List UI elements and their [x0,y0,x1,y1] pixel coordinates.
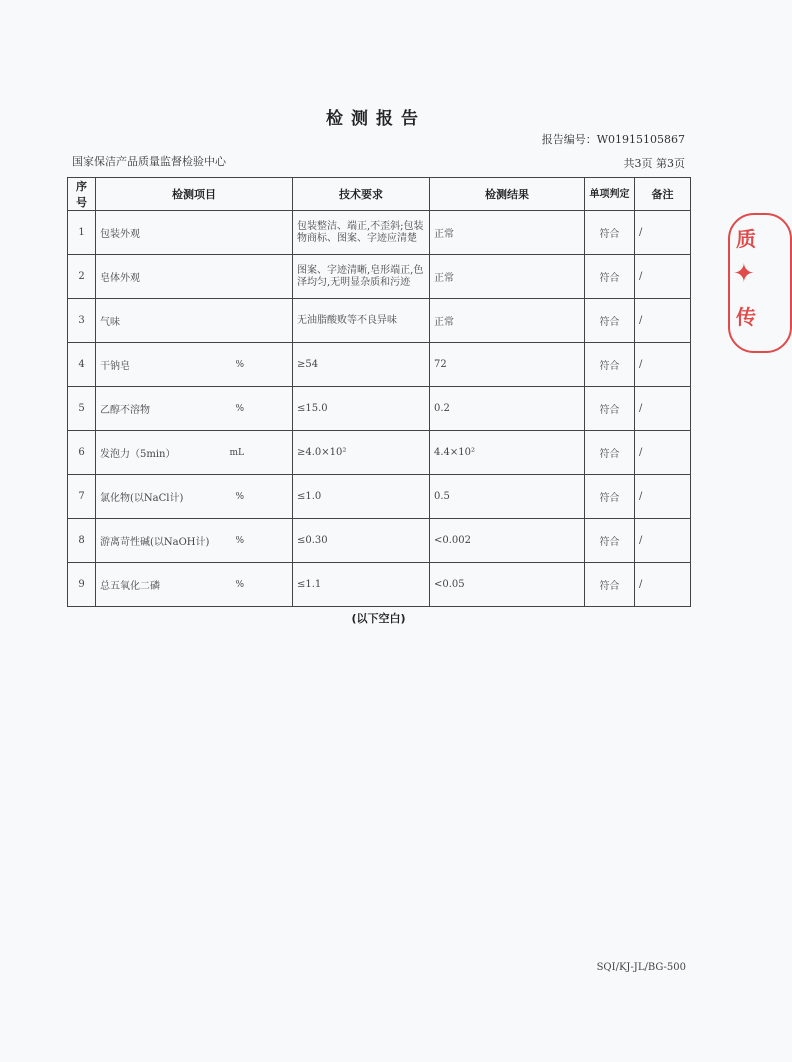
test-item-unit: % [235,535,244,546]
remark: / [635,475,691,519]
remark: / [635,299,691,343]
test-item-label: 乙醇不溶物 [100,405,150,416]
test-item [96,343,293,387]
test-item [96,431,293,475]
test-item [96,563,293,607]
technical-requirement: 包装整洁、端正,不歪斜;包装物商标、图案、字迹应清楚 [293,211,430,255]
row-number: 8 [68,519,96,563]
row-number: 7 [68,475,96,519]
test-item-label: 气味 [100,317,120,328]
stamp-char: 质 [736,227,756,251]
remark: / [635,563,691,607]
col-header-requirement: 技术要求 [293,178,430,211]
judgment: 符合 [585,299,635,343]
technical-requirement: ≥4.0×10² [293,431,430,475]
test-result: <0.002 [430,519,585,563]
test-item-unit: % [235,359,244,370]
test-result: 72 [430,343,585,387]
judgment: 符合 [585,475,635,519]
col-header-remark: 备注 [635,178,691,211]
table-row [68,519,691,563]
test-item [96,475,293,519]
test-item [96,255,293,299]
test-item [96,211,293,255]
test-item-label: 氯化物(以NaCl计) [100,493,184,504]
test-item-unit: % [235,403,244,414]
row-number: 2 [68,255,96,299]
test-item [96,519,293,563]
technical-requirement: ≤15.0 [293,387,430,431]
test-result: <0.05 [430,563,585,607]
technical-requirement: ≤1.1 [293,563,430,607]
col-header-item: 检测项目 [96,178,293,211]
test-item-label: 游离苛性碱(以NaOH计) [100,537,210,548]
judgment: 符合 [585,343,635,387]
test-result: 正常 [430,299,585,343]
report-number: 报告编号：W01915105867 [541,133,685,146]
col-header-judgment: 单项判定 [585,178,635,211]
test-result: 4.4×10² [430,431,585,475]
test-results-table [67,177,691,607]
table-row [68,475,691,519]
technical-requirement: ≤1.0 [293,475,430,519]
remark: / [635,387,691,431]
row-number: 3 [68,299,96,343]
test-result: 0.5 [430,475,585,519]
test-item-unit: % [235,579,244,590]
test-item [96,387,293,431]
star-icon: ✦ [733,259,755,289]
table-row [68,343,691,387]
table-row [68,563,691,607]
judgment: 符合 [585,211,635,255]
seal-stamp [728,213,792,353]
stamp-char: 传 [736,305,756,329]
col-header-no: 序号 [68,178,96,211]
row-number: 4 [68,343,96,387]
test-item-label: 发泡力（5min） [100,449,176,460]
blank-note: (以下空白) [351,612,406,625]
judgment: 符合 [585,431,635,475]
test-item [96,299,293,343]
test-item-label: 皂体外观 [100,273,140,284]
remark: / [635,343,691,387]
table-row [68,255,691,299]
test-item-unit: mL [229,447,244,458]
page-count: 共3页 第3页 [623,157,685,170]
table-row [68,431,691,475]
test-item-label: 总五氧化二磷 [100,581,160,592]
test-result: 正常 [430,255,585,299]
report-title: 检测报告 [326,109,426,129]
table-row [68,211,691,255]
row-number: 6 [68,431,96,475]
judgment: 符合 [585,255,635,299]
judgment: 符合 [585,519,635,563]
remark: / [635,431,691,475]
form-code: SQI/KJ-JL/BG-500 [596,962,686,973]
test-item-unit: % [235,491,244,502]
judgment: 符合 [585,387,635,431]
row-number: 5 [68,387,96,431]
remark: / [635,211,691,255]
judgment: 符合 [585,563,635,607]
row-number: 9 [68,563,96,607]
col-header-result: 检测结果 [430,178,585,211]
table-header-row [68,178,691,211]
test-result: 正常 [430,211,585,255]
technical-requirement: 无油脂酸败等不良异味 [293,299,430,343]
table-row [68,387,691,431]
row-number: 1 [68,211,96,255]
technical-requirement: ≤0.30 [293,519,430,563]
test-item-label: 包装外观 [100,229,140,240]
test-item-label: 干钠皂 [100,361,130,372]
remark: / [635,255,691,299]
table-row [68,299,691,343]
test-result: 0.2 [430,387,585,431]
remark: / [635,519,691,563]
technical-requirement: 图案、字迹清晰,皂形端正,色泽均匀,无明显杂质和污迹 [293,255,430,299]
technical-requirement: ≥54 [293,343,430,387]
organization-name: 国家保洁产品质量监督检验中心 [72,155,226,168]
